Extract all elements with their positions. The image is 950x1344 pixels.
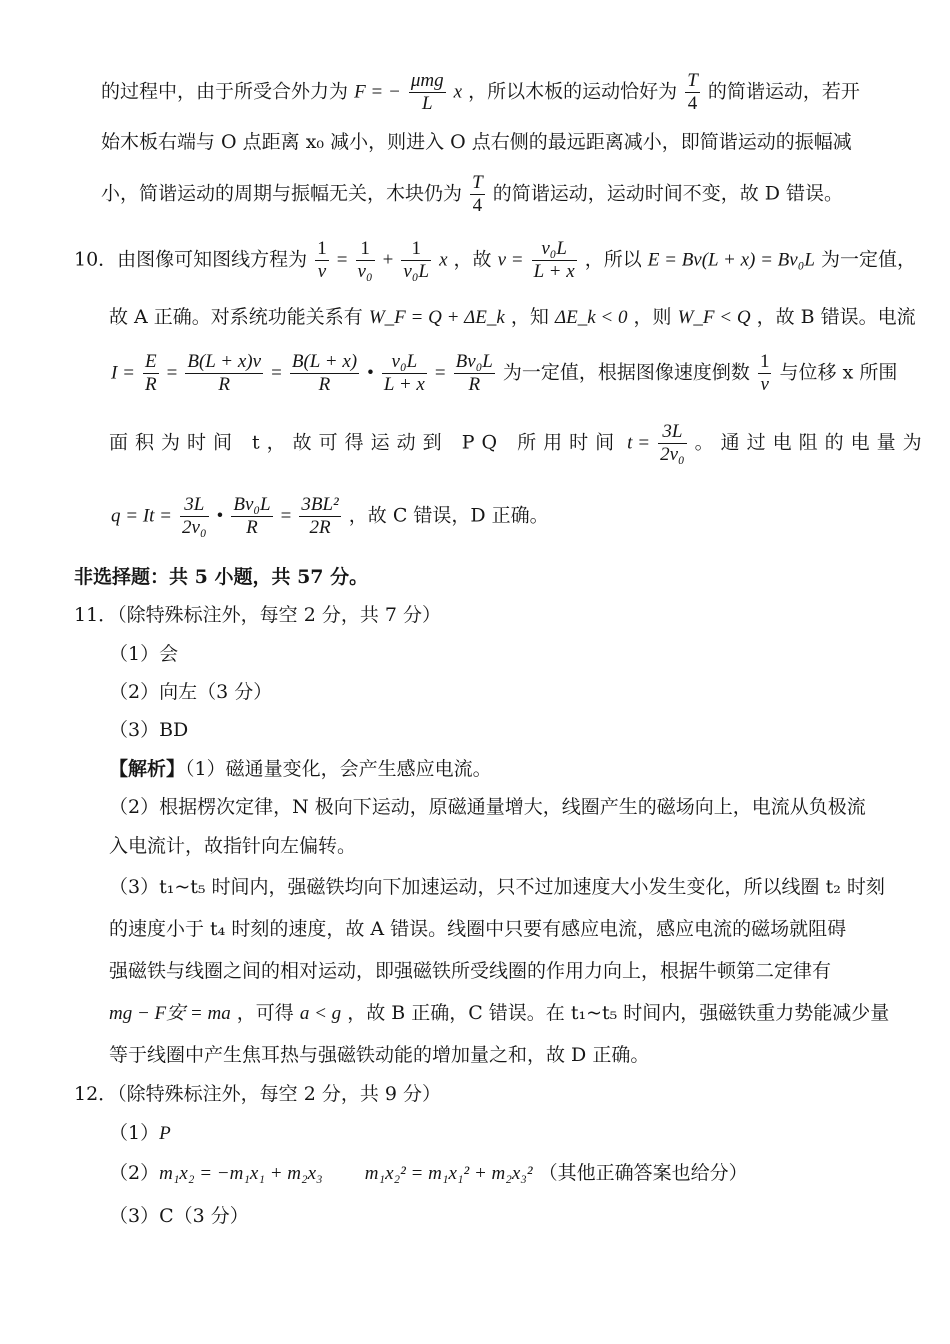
question-title: 12．（除特殊标注外，每空 2 分，共 9 分） (74, 1083, 442, 1105)
math-expr: v = (497, 249, 524, 271)
text: 面积为时间 t，故可得运动到 PQ 所用时间 (109, 431, 622, 454)
question-header (74, 606, 441, 625)
denominator: 4 (687, 92, 698, 114)
fraction (185, 351, 263, 396)
answer-text: （1）会 (109, 643, 179, 665)
question-number-text: 10．由图像可知图线方程为 (74, 248, 308, 271)
text: 故 A 正确。对系统功能关系有 (109, 306, 363, 328)
numerator: v₀L (532, 238, 577, 261)
analysis-line (109, 837, 356, 856)
answer-text: （3）C（3 分） (109, 1205, 249, 1227)
answer-line (109, 1207, 249, 1226)
fraction (470, 172, 485, 217)
text-line (111, 351, 897, 396)
math-expr: + (382, 249, 394, 271)
numerator: B(L + x) (291, 351, 358, 372)
fraction (315, 238, 329, 283)
text: ，可得 (236, 1002, 294, 1024)
math-expr: m₁x₂² = m₁x₁² + m₂x₃² (364, 1163, 533, 1184)
fraction (532, 238, 577, 283)
analysis-tag: 【解析】 (109, 758, 186, 780)
math-expr: = (166, 362, 178, 384)
answer-line (109, 683, 272, 702)
answer-line (109, 645, 178, 664)
math-expr: t = (627, 432, 651, 454)
fraction (409, 70, 446, 115)
fraction (382, 351, 427, 396)
denominator: R (246, 516, 258, 538)
denominator: R (144, 373, 157, 395)
math-expr: = (271, 362, 282, 384)
numerator: 1 (356, 238, 375, 261)
section-title: 非选择题：共 5 小题，共 57 分。 (74, 566, 369, 588)
fraction (299, 494, 340, 539)
analysis-line (109, 760, 492, 779)
fraction (180, 494, 209, 539)
text: 等于线圈中产生焦耳热与强磁铁动能的增加量之和，故 D 正确。 (109, 1044, 650, 1066)
text: （2）根据楞次定律，N 极向下运动，原磁通量增大，线圈产生的磁场向上，电流从负极流 (109, 796, 866, 818)
text: ，所以 (584, 248, 642, 271)
answer-line (109, 1164, 748, 1183)
fraction (401, 238, 431, 283)
text: 的简谐运动，运动时间不变，故 D 错误。 (492, 182, 844, 205)
text: ，则 (633, 306, 672, 328)
analysis-line (109, 1046, 649, 1065)
analysis-line (109, 878, 885, 897)
numerator: B(L + x)v (187, 351, 262, 372)
math-expr: F = − (354, 81, 401, 103)
question-title: 11．（除特殊标注外，每空 2 分，共 7 分） (74, 604, 442, 626)
math-expr: I = (111, 362, 135, 384)
numerator: μmg (410, 70, 444, 91)
denominator: L (421, 92, 433, 114)
denominator: R (218, 373, 231, 395)
fraction (231, 494, 272, 539)
text: 的简谐运动，若开 (707, 80, 860, 103)
answer-text: （2） (109, 1162, 160, 1184)
text: 的过程中，由于所受合外力为 (101, 80, 349, 103)
denominator: v₀ (357, 260, 373, 282)
numerator: T (472, 172, 483, 193)
text: 始木板右端与 O 点距离 x₀ 减小，则进入 O 点右侧的最远距离减小，即简谐运动的振幅减 (101, 131, 852, 153)
denominator: 2v₀ (660, 443, 685, 465)
text-line (109, 421, 929, 466)
numerator: v₀L (382, 351, 427, 374)
text-line (101, 133, 852, 152)
math-expr: • (367, 362, 374, 384)
math-expr: x (439, 249, 448, 271)
text: 为一定值， (820, 248, 916, 271)
fraction (658, 421, 687, 466)
text: 强磁铁与线圈之间的相对运动，即强磁铁所受线圈的作用力向上，根据牛顿第二定律有 (109, 960, 832, 982)
math-expr: P (159, 1123, 171, 1144)
denominator: 2v₀ (182, 516, 207, 538)
denominator: v (317, 260, 327, 282)
fraction (143, 351, 159, 396)
text: 入电流计，故指针向左偏转。 (109, 835, 357, 857)
analysis-line (109, 1004, 889, 1023)
text: 为一定值，根据图像速度倒数 (502, 361, 750, 384)
numerator: 3L (180, 494, 209, 517)
text-line (109, 308, 916, 327)
math-expr: • (216, 505, 224, 527)
math-expr: = (336, 249, 348, 271)
math-expr: = (434, 362, 446, 384)
answer-text: （2）向左（3 分） (109, 681, 273, 703)
text: 的速度小于 t₄ 时刻的速度，故 A 错误。线圈中只要有感应电流，感应电流的磁场就阻碍 (109, 918, 847, 940)
math-expr: a < g (299, 1003, 342, 1024)
numerator: E (144, 351, 157, 372)
numerator: Bv₀L (233, 494, 271, 515)
text: （1）磁通量变化，会产生感应电流。 (185, 758, 492, 780)
answer-note: （其他正确答案也给分） (538, 1162, 748, 1184)
denominator: v₀L (403, 260, 430, 282)
fraction (685, 70, 700, 115)
text: ，故 B 错误。电流 (756, 306, 916, 328)
numerator: 3BL² (301, 494, 339, 515)
answer-line (109, 1124, 171, 1143)
answer-text: （1） (109, 1122, 160, 1144)
text-line (101, 70, 860, 115)
analysis-line (109, 798, 866, 817)
text-line (111, 494, 549, 539)
math-expr: W_F < Q (677, 307, 751, 328)
math-expr: mg − F安 = ma (109, 1003, 231, 1024)
section-heading (74, 568, 368, 587)
fraction (356, 238, 375, 283)
math-expr: = (280, 505, 292, 527)
numerator: 1 (401, 238, 431, 261)
denominator: v (760, 373, 769, 395)
text: ，所以木板的运动恰好为 (468, 80, 678, 103)
question-header (74, 1085, 441, 1104)
text: 与位移 x 所围 (779, 361, 898, 384)
analysis-line (109, 962, 831, 981)
math-expr: x (453, 81, 463, 103)
fraction (758, 351, 772, 396)
text: ，故 (453, 248, 492, 271)
text: 小，简谐运动的周期与振幅无关，木块仍为 (101, 182, 463, 205)
numerator: 1 (759, 351, 770, 372)
math-expr: q = It = (111, 505, 172, 527)
denominator: 4 (472, 194, 483, 216)
fraction (290, 351, 359, 396)
denominator: 2R (309, 516, 331, 538)
text-line (74, 238, 916, 283)
numerator: Bv₀L (455, 351, 493, 372)
fraction (454, 351, 495, 396)
answer-text: （3）BD (109, 719, 189, 741)
numerator: 1 (317, 238, 327, 259)
math-expr: m₁x₂ = −m₁x₁ + m₂x₃ (159, 1163, 323, 1184)
denominator: R (468, 373, 481, 395)
denominator: R (318, 373, 331, 395)
denominator: L + x (533, 260, 575, 282)
text: ，知 (510, 306, 549, 328)
math-expr: W_F = Q + ΔE_k (368, 307, 505, 328)
math-expr: E = Bv(L + x) = Bv₀L (647, 249, 815, 271)
text: ，故 C 错误，D 正确。 (348, 504, 549, 527)
text: 。通过电阻的电量为 (694, 431, 929, 454)
analysis-line (109, 920, 846, 939)
numerator: 3L (658, 421, 687, 444)
numerator: T (687, 70, 698, 91)
answer-line (109, 721, 188, 740)
denominator: L + x (383, 373, 425, 395)
text: （3）t₁~t₅ 时间内，强磁铁均向下加速运动，只不过加速度大小发生变化，所以线圈 t₂ 时刻 (109, 876, 885, 898)
math-expr: ΔE_k < 0 (554, 307, 628, 328)
text: ，故 B 正确，C 错误。在 t₁~t₅ 时间内，强磁铁重力势能减少量 (347, 1002, 890, 1024)
text-line (101, 172, 843, 217)
